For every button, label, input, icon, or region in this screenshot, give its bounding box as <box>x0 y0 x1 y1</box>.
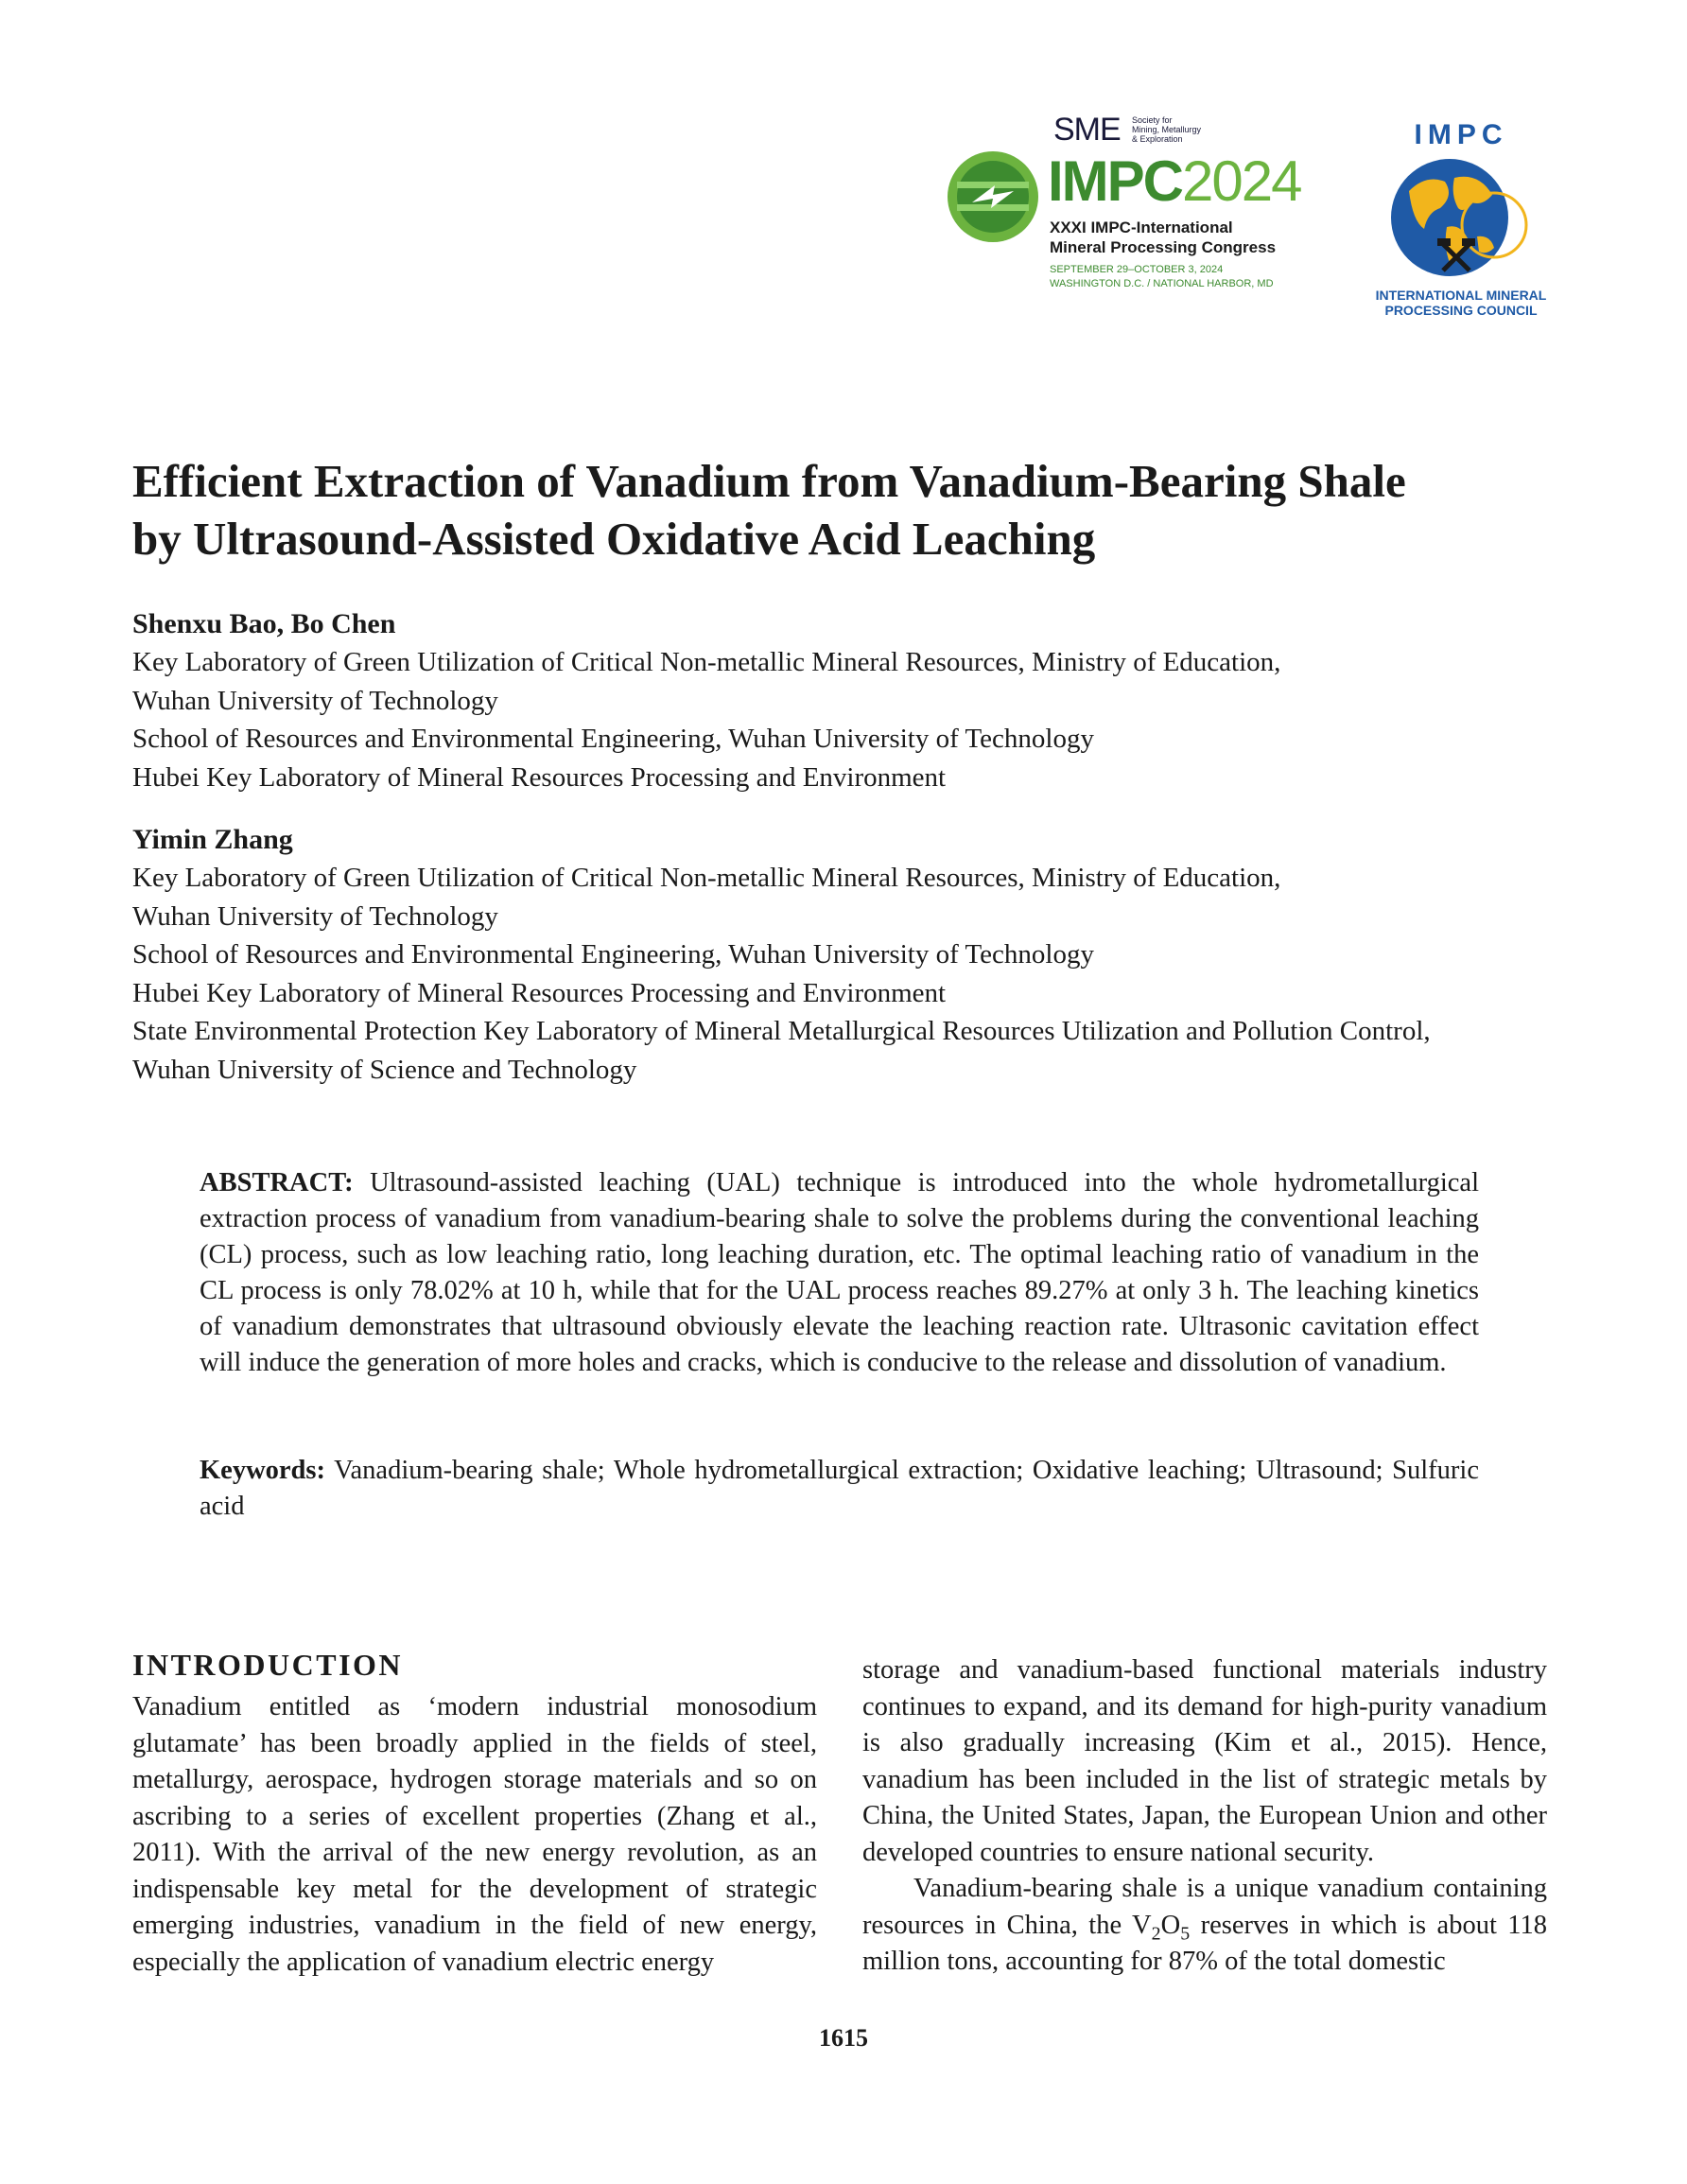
body-paragraph: storage and vanadium-based functional materials industry continues to expand, and its demand for high-purity vanadium is also gradually increasing (Kim et al., 2015). Hence, vanadium has been included in the list of strategic metals by China, the United States, Japan, the European Union and other developed countries to ensure national security. <box>862 1655 1547 1867</box>
sme-emblem-icon <box>946 149 1040 244</box>
keywords-text: Vanadium-bearing shale; Whole hydrometallurgical extraction; Oxidative leaching; Ultrasound; Sulfuric acid <box>200 1456 1479 1521</box>
abstract-text: Ultrasound-assisted leaching (UAL) technique is introduced into the whole hydrometallurgical extraction process of vanadium from vanadium-bearing shale to solve the problems during the conventional leaching (CL) process, such as low leaching ratio, long leaching duration, etc. The optimal leaching ratio of vanadium in the CL process is only 78.02% at 10 h, while that for the UAL process reaches 89.27% at only 3 h. The leaching kinetics of vanadium demonstrates that ultrasound obviously elevate the leaching reaction rate. Ultrasonic cavitation effect will induce the generation of more holes and cracks, which is conducive to the release and dissolution of vanadium. <box>200 1168 1479 1377</box>
impc-council-logo <box>1352 119 1570 325</box>
affiliation: Key Laboratory of Green Utilization of Critical Non-metallic Mineral Resources, Ministry of Education, <box>132 863 1281 893</box>
sme-society-text: Society for Mining, Metallurgy & Exploration <box>1132 115 1202 144</box>
affiliation: Key Laboratory of Green Utilization of Critical Non-metallic Mineral Resources, Ministry of Education, <box>132 647 1281 677</box>
affiliation: Wuhan University of Technology <box>132 900 498 932</box>
affiliation: Hubei Key Laboratory of Mineral Resources Processing and Environment <box>132 761 947 793</box>
intro-right-column <box>862 1652 1547 1981</box>
title-line-1: Efficient Extraction of Vanadium from Vanadium-Bearing Shale <box>132 455 1406 507</box>
author-names: Yimin Zhang <box>132 824 293 855</box>
sme-wordmark: SME <box>1053 112 1121 148</box>
body-paragraph: Vanadium entitled as ‘modern industrial monosodium glutamate’ has been broadly applied in the fields of steel, metallurgy, aerospace, hydrogen storage materials and so on ascribing to a series of excellent properties (Zhang et al., 2011). With the arrival of the new energy revolution, as an indispensable key metal for the development of strategic emerging industries, vanadium in the field of new energy, especially the application of vanadium electric energy <box>132 1692 817 1977</box>
intro-left-column <box>132 1689 817 1981</box>
affiliation: State Environmental Protection Key Laboratory of Mineral Metallurgical Resources Utilization and Pollution Control, <box>132 1016 1431 1046</box>
keywords-label: Keywords: <box>200 1456 325 1485</box>
keywords <box>200 1453 1479 1525</box>
page-number: 1615 <box>819 2024 868 2052</box>
council-name: INTERNATIONAL MINERAL PROCESSING COUNCIL <box>1375 288 1547 318</box>
impc2024-congress-logo <box>946 112 1343 329</box>
affiliation: School of Resources and Environmental Engineering, Wuhan University of Technology <box>132 939 1094 970</box>
paper-title <box>132 452 1551 568</box>
event-name: IMPC2024 <box>1048 149 1301 213</box>
affiliation: Wuhan University of Technology <box>132 685 498 716</box>
author-group <box>132 605 1608 796</box>
section-heading: INTRODUCTION <box>132 1648 404 1682</box>
council-acronym: IMPC <box>1414 119 1508 150</box>
title-line-2: by Ultrasound-Assisted Oxidative Acid Leaching <box>132 513 1096 565</box>
author-names: Shenxu Bao, Bo Chen <box>132 608 396 639</box>
congress-dates-location: SEPTEMBER 29–OCTOBER 3, 2024 WASHINGTON D.C. / NATIONAL HARBOR, MD <box>1050 264 1274 289</box>
affiliation: Wuhan University of Science and Technology <box>132 1054 637 1085</box>
globe-emblem-icon <box>1388 153 1530 286</box>
body-paragraph: Vanadium-bearing shale is a unique vanadium containing resources in China, the $V_2O_5$ reserves in which is about 118 million tons, accounting for 87% of the total domestic <box>862 1874 1547 1976</box>
affiliation: School of Resources and Environmental Engineering, Wuhan University of Technology <box>132 724 1094 754</box>
abstract <box>200 1165 1479 1381</box>
congress-name: XXXI IMPC-International Mineral Processing Congress <box>1050 218 1277 256</box>
affiliation: Hubei Key Laboratory of Mineral Resources Processing and Environment <box>132 977 947 1008</box>
author-group <box>132 821 1608 1089</box>
abstract-label: ABSTRACT: <box>200 1168 354 1197</box>
